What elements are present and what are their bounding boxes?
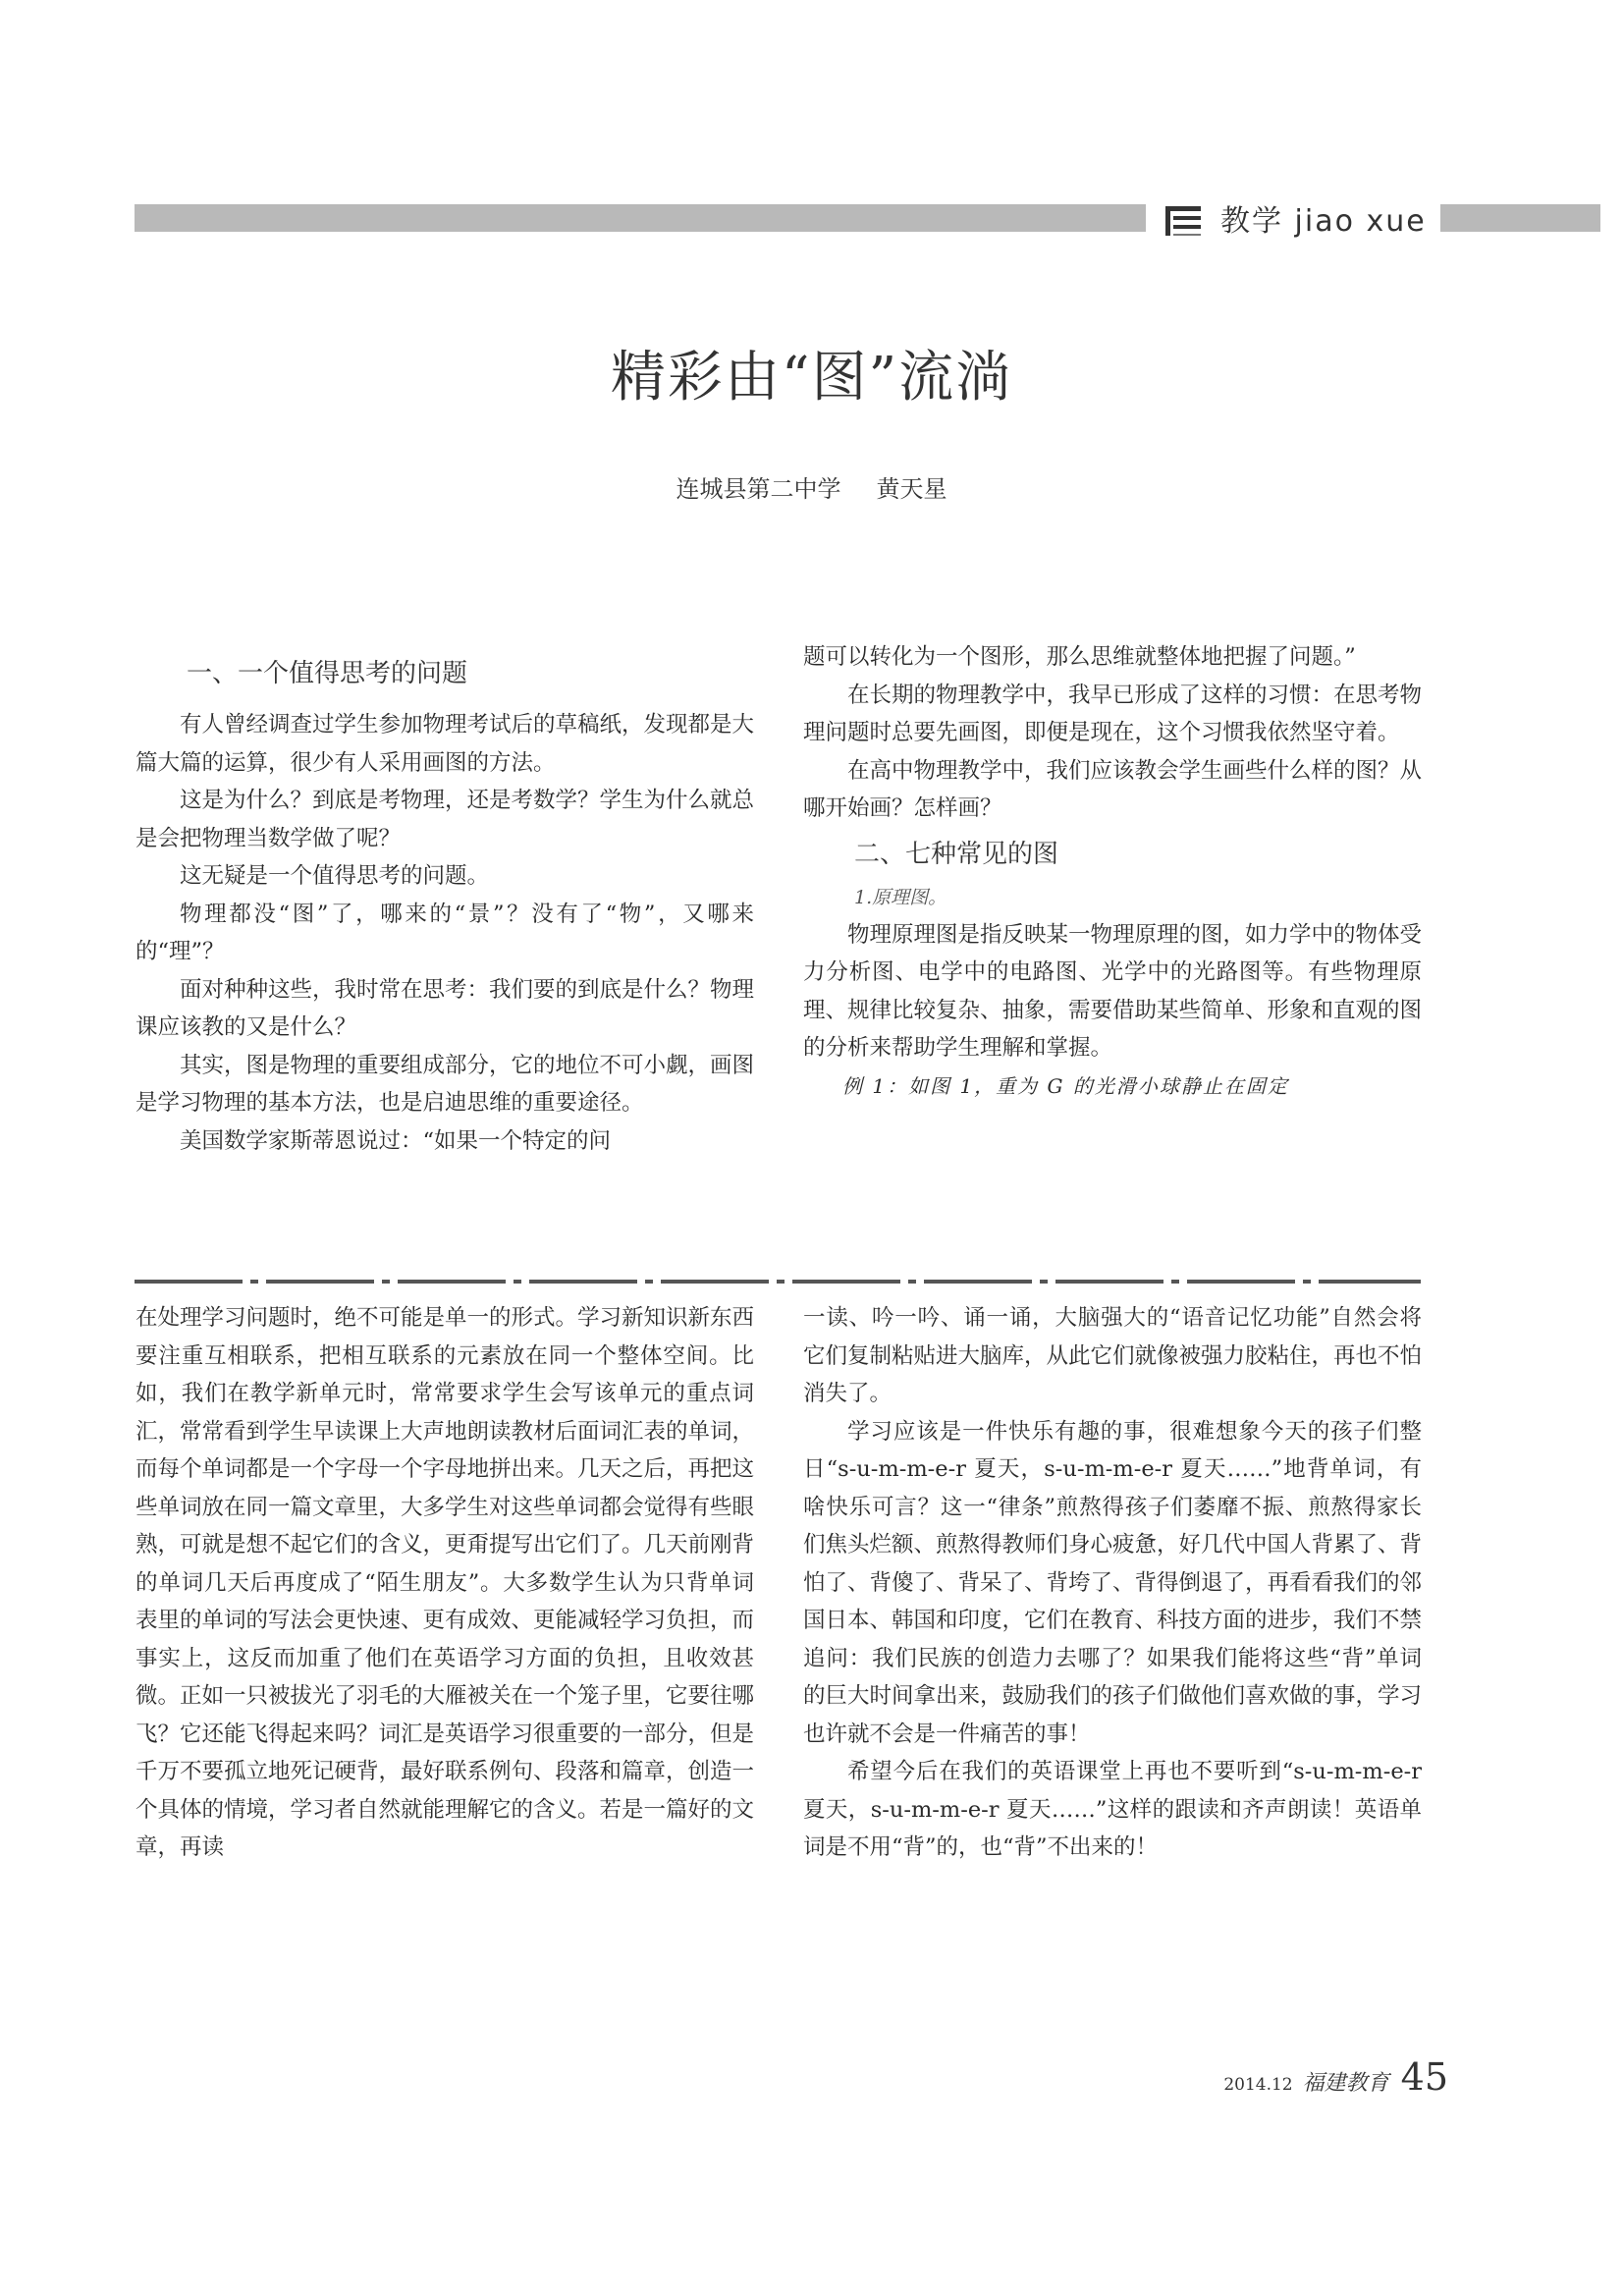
paragraph: 其实，图是物理的重要组成部分，它的地位不可小觑，画图是学习物理的基本方法，也是启迪思维的重要途径。 bbox=[135, 1052, 755, 1116]
paragraph: 这是为什么？到底是考物理，还是考数学？学生为什么就总是会把物理当数学做了呢？ bbox=[135, 788, 755, 851]
paragraph: 希望今后在我们的英语课堂上再也不要听到“s-u-m-m-e-r 夏天，s-u-m-m-e-r 夏天……”这样的跟读和齐声朗读！英语单词是不用“背”的，也“背”不出来的！ bbox=[803, 1759, 1422, 1860]
column-top-right bbox=[803, 638, 1422, 1105]
subheading: 1.原理图。 bbox=[854, 886, 947, 908]
column-bottom-left bbox=[135, 1299, 754, 1867]
paragraph: 在长期的物理教学中，我早已形成了这样的习惯：在思考物理问题时总要先画图，即便是现在，这个习惯我依然坚守着。 bbox=[803, 682, 1423, 745]
paragraph: 有人曾经调查过学生参加物理考试后的草稿纸，发现都是大篇大篇的运算，很少有人采用画图的方法。 bbox=[135, 712, 755, 776]
column-bottom-right bbox=[803, 1299, 1422, 1867]
author-school: 连城县第二中学 bbox=[676, 475, 841, 503]
journal-name: 福建教育 bbox=[1302, 2071, 1389, 2096]
section-logo-icon bbox=[1162, 202, 1205, 242]
byline bbox=[0, 469, 1623, 504]
page-footer bbox=[1223, 2055, 1448, 2099]
author-name: 黄天星 bbox=[876, 475, 947, 503]
paragraph: 物理原理图是指反映某一物理原理的图，如力学中的物体受力分析图、电学中的电路图、光学中的光路图等。有些物理原理、规律比较复杂、抽象，需要借助某些简单、形象和直观的图的分析来帮助学生理解和掌握。 bbox=[803, 921, 1423, 1061]
article-divider bbox=[135, 1280, 1421, 1284]
page-number: 45 bbox=[1400, 2055, 1448, 2099]
section-label: 教学 jiao xue bbox=[1220, 204, 1427, 239]
paragraph: 这无疑是一个值得思考的问题。 bbox=[180, 863, 490, 889]
column-top-left bbox=[135, 655, 754, 1160]
header-rule-right bbox=[1440, 204, 1600, 232]
paragraph: 一读、吟一吟、诵一诵，大脑强大的“语音记忆功能”自然会将它们复制粘贴进大脑库，从此它们就像被强力胶粘住，再也不怕消失了。 bbox=[803, 1305, 1423, 1406]
example-line: 例 1：如图 1，重为 G 的光滑小球静止在固定 bbox=[842, 1073, 1289, 1098]
paragraph: 美国数学家斯蒂恩说过：“如果一个特定的问 bbox=[180, 1127, 612, 1154]
paragraph: 在处理学习问题时，绝不可能是单一的形式。学习新知识新东西要注重互相联系，把相互联系的元素放在同一个整体空间。比如，我们在教学新单元时，常常要求学生会写该单元的重点词汇，常常看到学生早读课上大声地朗读教材后面词汇表的单词，而每个单词都是一个字母一个字母地拼出来。几天之后，再把这些单词放在同一篇文章里，大多学生对这些单词都会觉得有些眼熟，可就是想不起它们的含义，更甭提写出它们了。几天前刚背的单词几天后再度成了“陌生朋友”。大多数学生认为只背单词表里的单词的写法会更快速、更有成效、更能减轻学习负担，而事实上，这反而加重了他们在英语学习方面的负担，且收效甚微。正如一只被拔光了羽毛的大雁被关在一个笼子里，它要往哪飞？它还能飞得起来吗？词汇是英语学习很重要的一部分，但是千万不要孤立地死记硬背，最好联系例句、段落和篇章，创造一个具体的情境，学习者自然就能理解它的含义。若是一篇好的文章，再读 bbox=[135, 1305, 755, 1860]
paragraph: 面对种种这些，我时常在思考：我们要的到底是什么？物理课应该教的又是什么？ bbox=[135, 976, 755, 1040]
section-heading-1: 一、一个值得思考的问题 bbox=[187, 659, 468, 688]
paragraph: 在高中物理教学中，我们应该教会学生画些什么样的图？从哪开始画？怎样画？ bbox=[803, 757, 1423, 821]
paragraph: 物理都没“图”了，哪来的“景”？没有了“物”，又哪来的“理”？ bbox=[135, 901, 754, 964]
section-heading-2: 二、七种常见的图 bbox=[854, 839, 1059, 869]
header-rule-left bbox=[135, 204, 1146, 232]
paragraph: 题可以转化为一个图形，那么思维就整体地把握了问题。” bbox=[803, 644, 1356, 670]
article-title: 精彩由“图”流淌 bbox=[610, 346, 1013, 410]
paragraph: 学习应该是一件快乐有趣的事，很难想象今天的孩子们整日“s-u-m-m-e-r 夏天，s-u-m-m-e-r 夏天……”地背单词，有啥快乐可言？这一“律条”煎熬得孩子们萎靡不振、煎熬得家长们焦头烂额、煎熬得教师们身心疲惫，好几代中国人背累了、背怕了、背傻了、背呆了、背垮了、背得倒退了，再看看我们的邻国日本、韩国和印度，它们在教育、科技方面的进步，我们不禁追问：我们民族的创造力去哪了？如果我们能将这些“背”单词的巨大时间拿出来，鼓励我们的孩子们做他们喜欢做的事，学习也许就不会是一件痛苦的事！ bbox=[803, 1418, 1423, 1747]
issue-date: 2014.12 bbox=[1223, 2075, 1293, 2095]
